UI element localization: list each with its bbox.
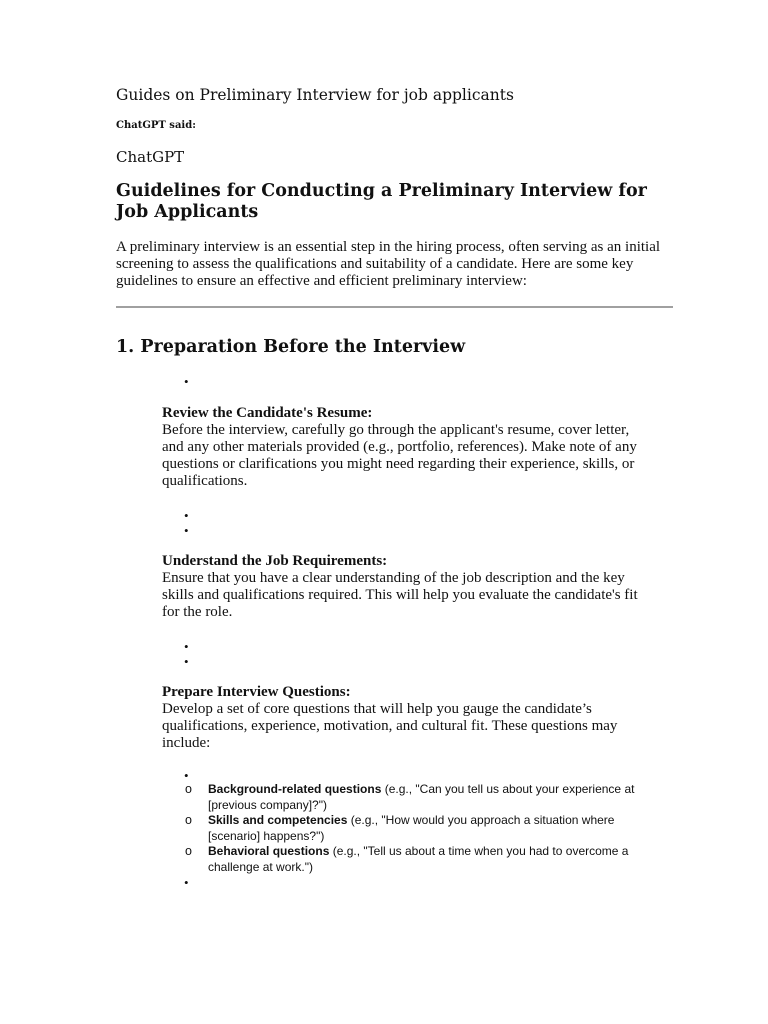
item-label: Review the Candidate's Resume: — [162, 405, 373, 421]
sub-item-label: Behavioral questions — [208, 844, 330, 858]
sub-bullet-icon: o — [185, 813, 192, 827]
sub-item-text: (e.g., "Tell us about a time when you had to overcome a challenge at work.") — [208, 844, 629, 874]
section-heading: 1. Preparation Before the Interview — [116, 337, 466, 357]
document-title: Guides on Preliminary Interview for job applicants — [116, 86, 514, 104]
sub-item-label: Skills and competencies — [208, 813, 348, 827]
item-text: Develop a set of core questions that will help you gauge the candidate’s qualifications, experience, motivation, and cultural fit. These questions may include: — [162, 701, 618, 751]
sub-bullet-icon: o — [185, 782, 192, 796]
sub-bullet-icon: o — [185, 844, 192, 858]
sub-list-item — [208, 782, 638, 813]
list-item — [162, 553, 652, 621]
bullet-icon: • — [184, 654, 189, 669]
bullet-icon: • — [184, 374, 189, 389]
bullet-icon: • — [184, 523, 189, 538]
intro-paragraph: A preliminary interview is an essential step in the hiring process, often serving as an initial screening to assess the qualifications and suitability of a candidate. Here are some key guidelines to ensure an effective and efficient preliminary interview: — [116, 239, 661, 289]
bullet-icon: • — [184, 508, 189, 523]
bullet-icon: • — [184, 768, 189, 783]
item-text: Before the interview, carefully go through the applicant's resume, cover letter, and any other materials provided (e.g., portfolio, references). Make note of any questions or clarifications you might need regarding their experience, skills, or qualifications. — [162, 422, 637, 489]
bullet-icon: • — [184, 639, 189, 654]
sub-item-text: (e.g., "How would you approach a situation where [scenario] happens?") — [208, 813, 615, 843]
sub-list-item — [208, 844, 638, 875]
author-name: ChatGPT — [116, 148, 185, 166]
sub-list-item — [208, 813, 638, 844]
sub-item-label: Background-related questions — [208, 782, 382, 796]
said-label: ChatGPT said: — [116, 120, 196, 131]
main-heading: Guidelines for Conducting a Preliminary Interview for Job Applicants — [116, 181, 647, 222]
sub-item-text: (e.g., "Can you tell us about your experience at [previous company]?") — [208, 782, 635, 812]
bullet-icon: • — [184, 875, 189, 890]
item-label: Understand the Job Requirements: — [162, 553, 388, 569]
list-item — [162, 405, 652, 490]
item-text: Ensure that you have a clear understanding of the job description and the key skills and qualifications required. This will help you evaluate the candidate's fit for the role. — [162, 570, 638, 620]
item-label: Prepare Interview Questions: — [162, 684, 351, 700]
horizontal-divider — [116, 306, 673, 308]
list-item — [162, 684, 652, 752]
